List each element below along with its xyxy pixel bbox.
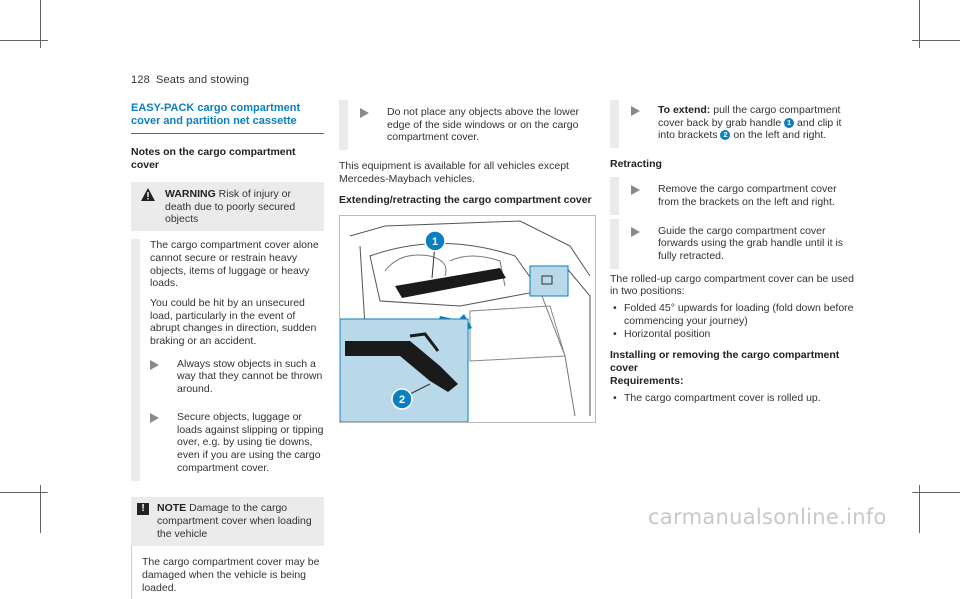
note-box: [131, 497, 324, 546]
cargo-illustration: [339, 215, 596, 423]
positions-intro: The rolled-up cargo compartment cover can be used in two positions:: [610, 272, 854, 298]
section-divider: [131, 133, 324, 134]
list-item: • Folded 45° upwards for loading (fold down before commencing your journey): [610, 302, 858, 327]
warning-icon: [141, 188, 159, 226]
extend-label: To extend:: [658, 104, 711, 116]
requirements-heading: Requirements:: [610, 375, 684, 388]
retract-step-2: [610, 219, 858, 269]
retract-step-1-text: Remove the cargo compartment cover from the brackets on the left and right.: [658, 183, 837, 208]
arrow-icon: [631, 227, 650, 237]
note-body-text: The cargo compartment cover may be damaged when the vehicle is being loaded.: [142, 556, 320, 594]
retract-step-1: [610, 177, 858, 214]
warning-body: [131, 239, 324, 481]
crop-mark: [912, 40, 960, 41]
callout-1: 1: [431, 235, 439, 248]
extend-text-a: pull the cargo compartment cover back by grab handle: [658, 104, 841, 129]
arrow-icon: [150, 360, 169, 370]
arrow-icon: [150, 413, 169, 423]
arrow-icon: [631, 185, 650, 195]
list-item: • The cargo compartment cover is rolled up.: [610, 392, 858, 405]
watermark: carmanualsonline.info: [648, 505, 887, 529]
column-3: [610, 100, 858, 413]
page-header: [131, 74, 249, 86]
warning-box: [131, 182, 324, 231]
column-1: [131, 100, 324, 599]
extend-step: [610, 100, 858, 148]
column-2: [339, 100, 594, 423]
positions-list: [610, 302, 858, 341]
list-item: • Horizontal position: [610, 328, 858, 341]
warning-step-1: [150, 358, 324, 403]
instruction-step: [339, 100, 594, 150]
arrow-icon: [631, 106, 650, 116]
section-title: EASY-PACK cargo compartment cover and partition net cassette: [131, 102, 301, 127]
note-text: Damage to the cargo compartment cover when loading the vehicle: [157, 502, 312, 540]
subheading-extending: Extending/retracting the cargo compartment cover: [339, 193, 592, 206]
note-label: NOTE: [157, 502, 187, 515]
install-heading: Installing or removing the cargo compartment cover: [610, 349, 840, 375]
note-icon: !: [137, 503, 149, 515]
warning-body-1: The cargo compartment cover alone cannot secure or restrain heavy objects, items of luggage or heavy loads.: [150, 239, 319, 290]
extend-text-b: and clip it into brackets: [658, 116, 842, 142]
badge-2: 2: [720, 130, 730, 140]
page-number: 128: [131, 74, 150, 86]
warning-step-1-text: Always stow objects in such a way that they cannot be thrown around.: [177, 357, 323, 396]
arrow-icon: [360, 108, 379, 118]
callout-2: 2: [398, 393, 406, 406]
equipment-text: This equipment is available for all vehicles except Mercedes-Maybach vehicles.: [339, 160, 569, 185]
crop-mark: [0, 492, 48, 493]
warning-step-2: [150, 411, 324, 482]
retract-step-2-text: Guide the cargo compartment cover forwards using the grab handle until it is fully retracted.: [658, 224, 844, 262]
extend-text-c: on the left and right.: [733, 129, 827, 142]
subheading-notes: Notes on the cargo compartment cover: [131, 146, 296, 171]
note-body: [131, 546, 324, 598]
cargo-drawing: [340, 216, 595, 422]
warning-text: Risk of injury or death due to poorly secured objects: [165, 188, 296, 226]
crop-mark: [0, 40, 48, 41]
retracting-heading: Retracting: [610, 158, 662, 171]
warning-label: WARNING: [165, 188, 216, 200]
warning-body-2: You could be hit by an unsecured load, particularly in the event of abrupt changes in direction, sudden braking or an accident.: [150, 296, 317, 348]
crop-mark: [912, 492, 960, 493]
warning-step-2-text: Secure objects, luggage or loads against slipping or tipping over, e.g. by using tie downs, even if you are using the cargo compartment cover.: [177, 410, 324, 474]
requirements-list: [610, 392, 858, 405]
step-text: Do not place any objects above the lower edge of the side windows or on the cargo compartment cover.: [387, 106, 580, 144]
section-name: Seats and stowing: [155, 74, 250, 86]
badge-1: 1: [784, 118, 794, 128]
